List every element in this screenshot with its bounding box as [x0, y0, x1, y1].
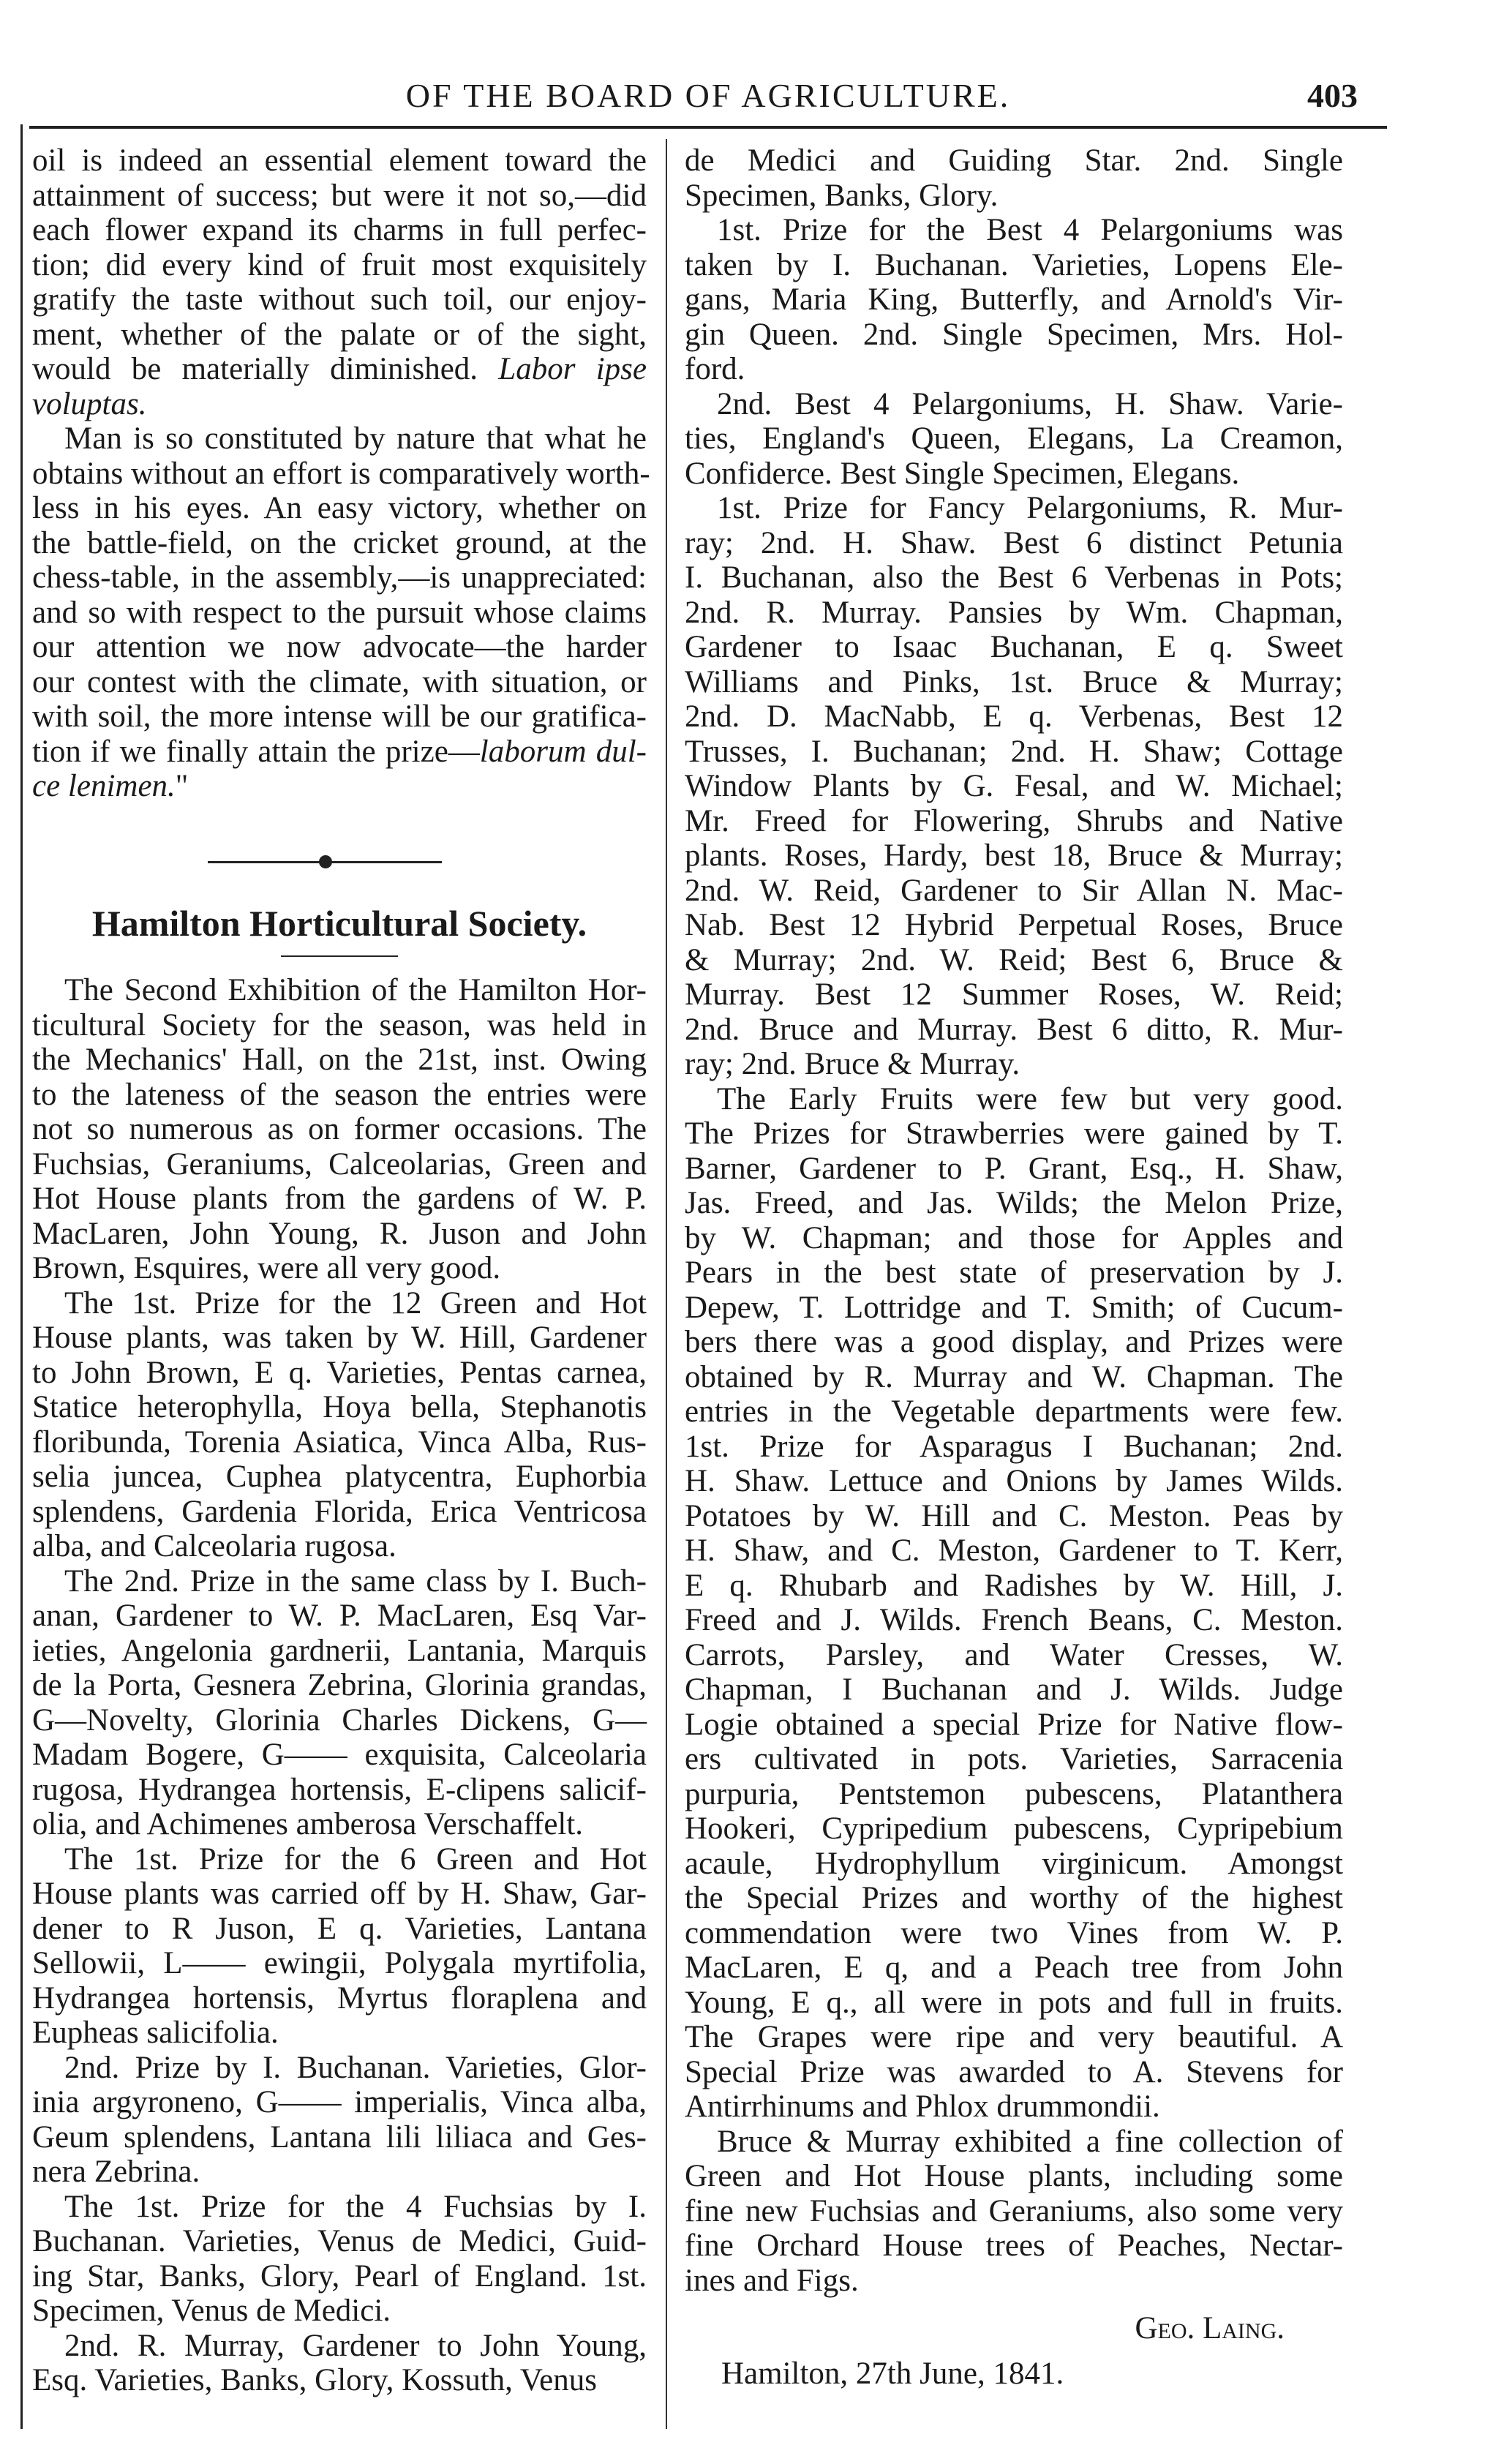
- text-line: tion; did every kind of fruit most exquisitely: [32, 247, 647, 282]
- article-body-right: [685, 143, 1343, 2298]
- text-line: Buchanan. Varieties, Venus de Medici, Guid-: [32, 2224, 647, 2258]
- text-line: H. Shaw, and C. Meston, Gardener to T. Kerr,: [685, 1533, 1343, 1568]
- text-line: Man is so constituted by nature that what he: [64, 421, 647, 456]
- text-line: & Murray; 2nd. W. Reid; Best 6, Bruce &: [685, 942, 1343, 977]
- text-line: House plants, was taken by W. Hill, Gardener: [32, 1321, 647, 1355]
- text-line: attainment of success; but were it not so,—did: [32, 178, 647, 213]
- header-rule: [29, 126, 1387, 129]
- text-line: The 2nd. Prize in the same class by I. Buch-: [64, 1563, 647, 1599]
- text-line: gratify the taste without such toil, our enjoy-: [32, 282, 647, 317]
- text-line: 2nd. D. MacNabb, E q. Verbenas, Best 12: [685, 699, 1343, 734]
- text-line: Bruce & Murray exhibited a fine collection of: [717, 2124, 1343, 2159]
- text-line: the battle-field, on the cricket ground, at the: [32, 525, 647, 560]
- text-line: 2nd. Prize by I. Buchanan. Varieties, Glor-: [64, 2050, 647, 2085]
- text-line: rugosa, Hydrangea hortensis, E-clipens salicif-: [32, 1772, 647, 1807]
- text-line: splendens, Gardenia Florida, Erica Ventricosa: [32, 1494, 647, 1529]
- text-line: The Second Exhibition of the Hamilton Hor-: [64, 973, 647, 1007]
- binding-edge: [20, 124, 23, 2429]
- text-line: olia, and Achimenes amberosa Verschaffelt.: [32, 1807, 584, 1841]
- column-divider: [666, 139, 667, 2429]
- text-line: Nab. Best 12 Hybrid Perpetual Roses, Bruce: [685, 908, 1343, 942]
- text-line: Window Plants by G. Fesal, and W. Michael;: [685, 769, 1343, 803]
- text-line: anan, Gardener to W. P. MacLaren, Esq Var-: [32, 1599, 647, 1633]
- text-line: 1st. Prize for the Best 4 Pelargoniums was: [717, 213, 1343, 247]
- text-line: Freed and J. Wilds. French Beans, C. Meston.: [685, 1603, 1343, 1637]
- text-line: gin Queen. 2nd. Single Specimen, Mrs. Hol-: [685, 317, 1343, 352]
- text-line: I. Buchanan, also the Best 6 Verbenas in Pots;: [685, 560, 1343, 595]
- text-line: Special Prize was awarded to A. Stevens for: [685, 2054, 1343, 2089]
- text-line: The Prizes for Strawberries were gained by T.: [685, 1116, 1343, 1151]
- text-line: The 1st. Prize for the 4 Fuchsias by I.: [64, 2189, 647, 2224]
- text-line: 2nd. R. Murray, Gardener to John Young,: [64, 2328, 647, 2363]
- text-line: House plants was carried off by H. Shaw, Gar-: [32, 1877, 647, 1911]
- text-line: purpuria, Pentstemon pubescens, Platanthera: [685, 1776, 1343, 1811]
- page-number: 403: [1307, 77, 1358, 114]
- text-line: ray; 2nd. H. Shaw. Best 6 distinct Petunia: [685, 525, 1343, 560]
- text-line: Eupheas salicifolia.: [32, 2016, 279, 2050]
- text-line: to John Brown, E q. Varieties, Pentas carnea,: [32, 1355, 647, 1390]
- text-line: Sellowii, L—— ewingii, Polygala myrtifolia,: [32, 1946, 647, 1980]
- text-line: Confiderce. Best Single Specimen, Elegans.: [685, 456, 1240, 491]
- text-line: Madam Bogere, G—— exquisita, Calceolaria: [32, 1738, 647, 1772]
- text-line: Hydrangea hortensis, Myrtus floraplena and: [32, 1980, 647, 2016]
- text-line: commendation were two Vines from W. P.: [685, 1915, 1343, 1950]
- text-line: de Medici and Guiding Star. 2nd. Single: [685, 143, 1343, 178]
- text-line: plants. Roses, Hardy, best 18, Bruce & Murray;: [685, 838, 1343, 873]
- text-line: with soil, the more intense will be our gratifica-: [32, 699, 647, 734]
- text-line: Murray. Best 12 Summer Roses, W. Reid;: [685, 977, 1343, 1012]
- text-line: Esq. Varieties, Banks, Glory, Kossuth, Venus: [32, 2363, 597, 2397]
- text-line: not so numerous as on former occasions. The: [32, 1112, 647, 1146]
- text-line: H. Shaw. Lettuce and Onions by James Wilds.: [685, 1464, 1343, 1498]
- text-line: oil is indeed an essential element toward the: [32, 143, 647, 178]
- dateline: Hamilton, 27th June, 1841.: [721, 2356, 1064, 2391]
- text-line: Gardener to Isaac Buchanan, E q. Sweet: [685, 630, 1343, 664]
- text-line: 2nd. R. Murray. Pansies by Wm. Chapman,: [685, 595, 1343, 630]
- text-line: obtained by R. Murray and W. Chapman. The: [685, 1359, 1343, 1394]
- text-line: the Mechanics' Hall, on the 21st, inst. Owing: [32, 1043, 647, 1077]
- section-ornament: [32, 848, 647, 877]
- text-line: our attention we now advocate—the harder: [32, 630, 647, 664]
- text-line: Jas. Freed, and Jas. Wilds; the Melon Prize,: [685, 1186, 1343, 1220]
- text-line: obtains without an effort is comparatively worth-: [32, 456, 650, 491]
- text-line: alba, and Calceolaria rugosa.: [32, 1529, 396, 1563]
- text-line: MacLaren, John Young, R. Juson and John: [32, 1216, 647, 1251]
- author-signature: Geo. Laing.: [1135, 2311, 1285, 2345]
- text-line: Chapman, I Buchanan and J. Wilds. Judge: [685, 1672, 1343, 1707]
- text-line: chess-table, in the assembly,—is unappreciated:: [32, 560, 647, 595]
- text-line: ieties, Angelonia gardnerii, Lantania, Marquis: [32, 1633, 647, 1668]
- article-body-left: [32, 973, 647, 2398]
- ornament-dot: [319, 855, 332, 868]
- text-line: Mr. Freed for Flowering, Shrubs and Native: [685, 803, 1343, 838]
- text-line: ties, England's Queen, Elegans, La Creamon,: [685, 421, 1343, 456]
- text-line: Brown, Esquires, were all very good.: [32, 1251, 501, 1285]
- text-line: Carrots, Parsley, and Water Cresses, W.: [685, 1637, 1343, 1672]
- left-column: [32, 143, 650, 2398]
- text-line: G—Novelty, Glorinia Charles Dickens, G—: [32, 1702, 647, 1738]
- text-line: de la Porta, Gesnera Zebrina, Glorinia grandas,: [32, 1668, 647, 1702]
- running-title: OF THE BOARD OF AGRICULTURE.: [405, 77, 1011, 114]
- article-heading: Hamilton Horticultural Society.: [91, 902, 587, 944]
- text-line: ray; 2nd. Bruce & Murray.: [685, 1047, 1020, 1081]
- text-line: and so with respect to the pursuit whose claims: [32, 595, 647, 630]
- heading-rule: [281, 955, 398, 957]
- text-line: The 1st. Prize for the 12 Green and Hot: [64, 1285, 647, 1321]
- text-line: Young, E q., all were in pots and full in fruits.: [685, 1985, 1343, 2020]
- text-line: dener to R Juson, E q. Varieties, Lantana: [32, 1911, 647, 1946]
- text-line: ce lenimen.": [32, 769, 189, 803]
- text-line: 2nd. Best 4 Pelargoniums, H. Shaw. Varie-: [717, 386, 1343, 421]
- text-line: Trusses, I. Buchanan; 2nd. H. Shaw; Cottage: [685, 734, 1343, 769]
- text-line: Fuchsias, Geraniums, Calceolarias, Green and: [32, 1146, 647, 1182]
- text-line: the Special Prizes and worthy of the highest: [685, 1881, 1343, 1915]
- text-line: MacLaren, E q, and a Peach tree from John: [685, 1950, 1343, 1985]
- text-line: entries in the Vegetable departments were few.: [685, 1394, 1343, 1429]
- text-line: selia juncea, Cuphea platycentra, Euphorbia: [32, 1460, 647, 1494]
- text-line: voluptas.: [32, 386, 147, 421]
- text-line: Barner, Gardener to P. Grant, Esq., H. Shaw,: [685, 1151, 1343, 1186]
- text-line: ers cultivated in pots. Varieties, Sarracenia: [685, 1742, 1343, 1776]
- text-line: Potatoes by W. Hill and C. Meston. Peas by: [685, 1498, 1343, 1533]
- text-line: 1st. Prize for Fancy Pelargoniums, R. Mur-: [717, 491, 1343, 525]
- text-line: fine Orchard House trees of Peaches, Nectar-: [685, 2228, 1343, 2263]
- text-line: E q. Rhubarb and Radishes by W. Hill, J.: [685, 1568, 1343, 1603]
- text-line: Specimen, Banks, Glory.: [685, 178, 999, 213]
- text-line: fine new Fuchsias and Geraniums, also some very: [685, 2193, 1343, 2228]
- essay-conclusion: [32, 143, 650, 804]
- text-line: our contest with the climate, with situation, or: [32, 664, 647, 699]
- text-line: tion if we finally attain the prize—laborum dul-: [32, 734, 647, 769]
- text-line: taken by I. Buchanan. Varieties, Lopens Ele-: [685, 247, 1343, 282]
- right-column: [685, 143, 1343, 2391]
- text-line: would be materially diminished. Labor ipse: [32, 352, 647, 386]
- text-line: Specimen, Venus de Medici.: [32, 2294, 391, 2328]
- text-line: ment, whether of the palate or of the sight,: [32, 317, 647, 352]
- text-line: Statice heterophylla, Hoya bella, Stephanotis: [32, 1390, 647, 1424]
- text-line: acaule, Hydrophyllum virginicum. Amongst: [685, 1846, 1343, 1881]
- text-line: Geum splendens, Lantana lili liliaca and Ges-: [32, 2119, 647, 2155]
- text-line: Pears in the best state of preservation by J.: [685, 1255, 1343, 1290]
- text-line: 1st. Prize for Asparagus I Buchanan; 2nd.: [685, 1429, 1343, 1464]
- text-line: to the lateness of the season the entries were: [32, 1077, 647, 1112]
- text-line: Hookeri, Cypripedium pubescens, Cypripebium: [685, 1811, 1343, 1846]
- text-line: 2nd. Bruce and Murray. Best 6 ditto, R. Mur-: [685, 1012, 1343, 1047]
- text-line: less in his eyes. An easy victory, whether on: [32, 491, 647, 525]
- text-line: bers there was a good display, and Prizes were: [685, 1325, 1343, 1359]
- text-line: ing Star, Banks, Glory, Pearl of England. 1st.: [32, 2258, 647, 2294]
- text-line: The Early Fruits were few but very good.: [717, 1081, 1343, 1116]
- text-line: Antirrhinums and Phlox drummondii.: [685, 2089, 1160, 2124]
- text-line: ines and Figs.: [685, 2263, 859, 2298]
- text-line: gans, Maria King, Butterfly, and Arnold's Vir-: [685, 282, 1343, 317]
- text-line: inia argyroneno, G—— imperialis, Vinca alba,: [32, 2085, 647, 2119]
- text-line: Williams and Pinks, 1st. Bruce & Murray;: [685, 664, 1343, 699]
- text-line: floribunda, Torenia Asiatica, Vinca Alba, Rus-: [32, 1424, 647, 1460]
- text-line: Depew, T. Lottridge and T. Smith; of Cucum-: [685, 1290, 1343, 1325]
- text-line: ford.: [685, 352, 745, 386]
- text-line: Logie obtained a special Prize for Native flow-: [685, 1707, 1343, 1742]
- text-line: nera Zebrina.: [32, 2155, 200, 2189]
- text-line: by W. Chapman; and those for Apples and: [685, 1220, 1343, 1255]
- text-line: ticultural Society for the season, was held in: [32, 1007, 647, 1043]
- text-line: 2nd. W. Reid, Gardener to Sir Allan N. Mac-: [685, 873, 1343, 908]
- page-header: [29, 76, 1387, 120]
- text-line: each flower expand its charms in full perfec-: [32, 213, 647, 247]
- text-line: Green and Hot House plants, including some: [685, 2159, 1343, 2193]
- text-line: Hot House plants from the gardens of W. P.: [32, 1182, 647, 1216]
- text-line: The 1st. Prize for the 6 Green and Hot: [64, 1841, 647, 1877]
- text-line: The Grapes were ripe and very beautiful. A: [685, 2020, 1343, 2054]
